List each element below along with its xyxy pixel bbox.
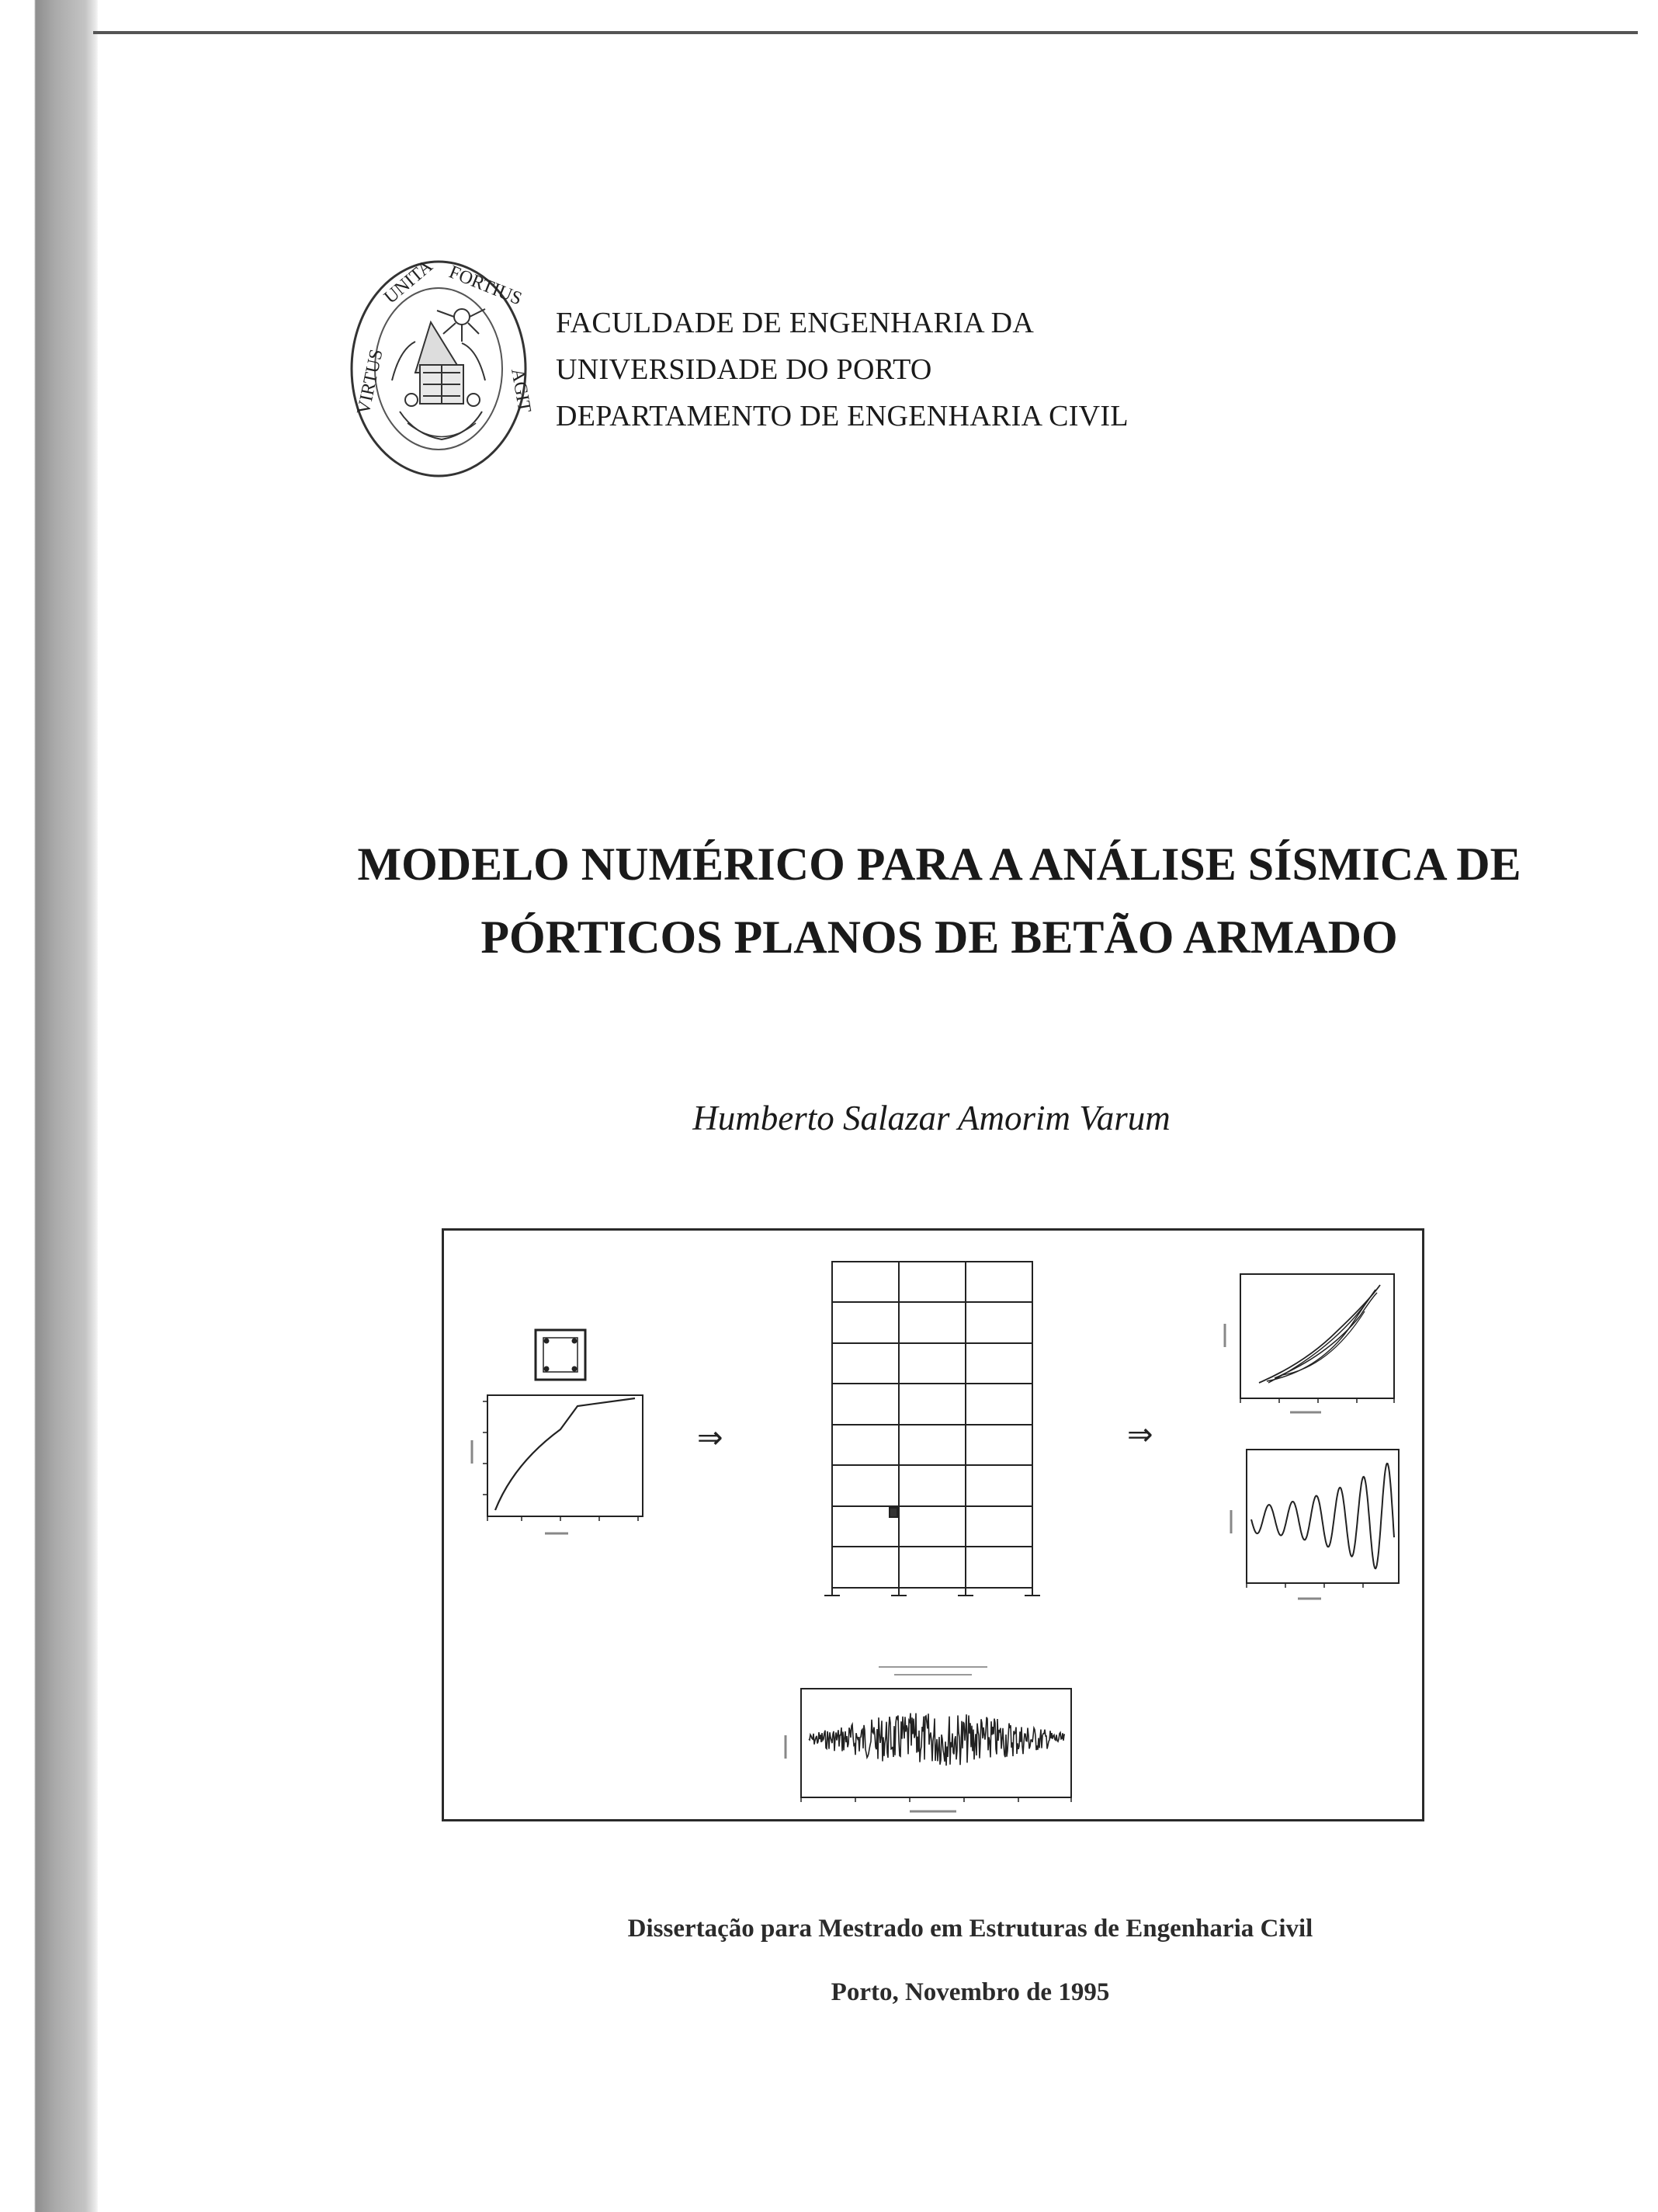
seal-motto-top-right: FORTIUS — [446, 262, 525, 310]
university-seal — [345, 255, 535, 481]
seal-motto-left: VIRTUS — [353, 347, 387, 417]
section-icon — [536, 1330, 585, 1380]
dissertation-note: Dissertação para Mestrado em Estruturas de Engenharia Civil — [627, 1915, 1313, 1943]
scan-edge-shadow — [0, 0, 98, 2212]
moment-curvature-chart — [472, 1395, 643, 1533]
frame-structure — [824, 1262, 1040, 1596]
title-line-2: PÓRTICOS PLANOS DE BETÃO ARMADO — [480, 912, 1398, 963]
author-name: Humberto Salazar Amorim Varum — [692, 1099, 1171, 1137]
title-line-1: MODELO NUMÉRICO PARA A ANÁLISE SÍSMICA DE — [357, 839, 1521, 890]
seal-emblem — [392, 309, 485, 439]
arrow-2: ⇒ — [1127, 1417, 1153, 1453]
response-history-chart — [1231, 1450, 1399, 1599]
institution-block — [556, 300, 1129, 439]
institution-line-2: UNIVERSIDADE DO PORTO — [556, 353, 932, 386]
institution-line-1: FACULDADE DE ENGENHARIA DA — [556, 307, 1035, 339]
page-top-edge — [93, 31, 1638, 34]
seal-motto-top: UNITA — [380, 255, 437, 308]
institution-line-3: DEPARTAMENTO DE ENGENHARIA CIVIL — [556, 400, 1129, 432]
arrow-1: ⇒ — [697, 1420, 723, 1456]
seal-motto-right: AGIT — [507, 366, 535, 415]
cover-figure — [442, 1228, 1424, 1821]
place-date: Porto, Novembro de 1995 — [831, 1978, 1110, 2006]
accelerogram-chart — [786, 1667, 1071, 1811]
hysteresis-chart — [1225, 1274, 1394, 1412]
cover-figure-svg — [444, 1231, 1427, 1824]
thesis-title — [310, 828, 1568, 974]
